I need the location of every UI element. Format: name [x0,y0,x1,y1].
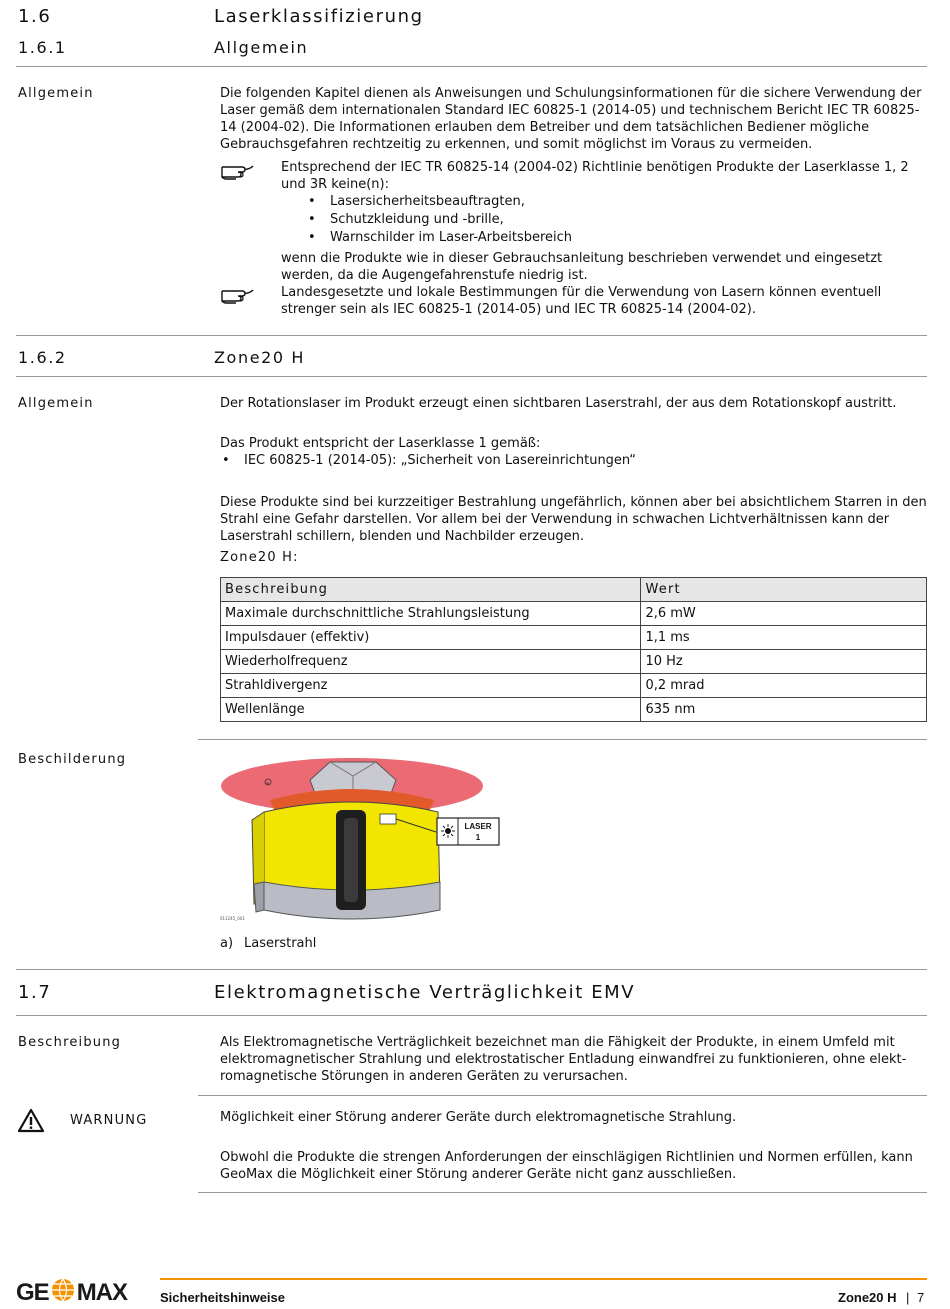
paragraph: Der Rotationslaser im Produkt erzeugt einen sichtbaren Laserstrahl, der aus dem Rotationskopf austritt. [220,396,897,411]
section-number: 1.6 [18,6,52,27]
subsection-title: Zone20 H [214,348,306,367]
warning-text: Möglichkeit einer Störung anderer Geräte durch elektromagnetische Strahlung. [220,1110,737,1125]
standard-list [220,452,920,470]
paragraph: Diese Produkte sind bei kurzzeitiger Bestrahlung ungefährlich, können aber bei absichtlichem Starren in den Strahl eine Gefahr darstellen. Vor allem bei der Verwendung in schwachen Lichtverhältnissen kann der Laserstrahl schillern, blenden und Nachbilder erzeugen. [220,495,927,544]
intro-paragraph: Die folgenden Kapitel dienen als Anweisungen und Schulungsinformationen für die sichere Verwendung der Laser gemäß dem internationalen Standard IEC 60825-1 (2014-05) und technischem Bericht IEC TR 60825-14 (2004-02). Die Informationen erlauben dem Betreiber und dem tatsächlichen Bediener mögliche Gebrauchsgefahren rechtzeitig zu erkennen, und somit möglichst im Voraus zu vermeiden. [220,86,922,152]
table-row [221,698,927,722]
pointing-hand-icon [220,285,256,305]
table-cell: 0,2 mrad [641,674,927,698]
laser-class-number: 1 [475,833,481,842]
paragraph: Als Elektromagnetische Verträglichkeit bezeichnet man die Fähigkeit der Produkte, in einem Umfeld mit elektromagnetischer Strahlung und elektrostatischer Entladung einwandfrei zu funktionieren, ohne elekt-romagnetische Störungen in anderen Geräten zu verursachen. [220,1035,907,1084]
note-paragraph: wenn die Produkte wie in dieser Gebrauchsanleitung beschrieben verwendet und eingesetzt werden, da die Augengefahrenstufe niedrig ist. [281,251,883,283]
section-number: 1.7 [18,982,52,1003]
side-label: Allgemein [18,396,94,411]
note-paragraph: Landesgesetzte und lokale Bestimmungen für die Verwendung von Lasern können eventuell strenger sein als IEC 60825-1 (2014-05) und IEC TR 60825-14 (2004-02). [281,285,882,317]
divider [16,376,927,377]
table-row [221,674,927,698]
paragraph: Das Produkt entspricht der Laserklasse 1 gemäß: [220,436,541,451]
table-header-cell: Wert [641,578,927,602]
note-list [306,193,906,247]
divider [16,969,927,970]
table-cell: 10 Hz [641,650,927,674]
figure-code: 011245_001 [220,916,245,921]
side-label: Beschreibung [18,1035,122,1050]
laser-device-illustration [218,752,508,927]
divider [16,335,927,336]
divider [198,1192,927,1193]
list-item: • IEC 60825-1 (2014-05): „Sicherheit von Lasereinrichtungen“ [220,452,920,470]
table-header-row [221,578,927,602]
section-title: Laserklassifizierung [214,6,424,27]
warning-label: WARNUNG [70,1113,148,1128]
list-item: • Warnschilder im Laser-Arbeitsbereich [306,229,906,247]
table-header-cell: Beschreibung [221,578,641,602]
table-row [221,626,927,650]
divider [198,1095,927,1096]
spec-table [220,577,927,722]
subsection-title: Allgemein [214,38,309,57]
table-row [221,650,927,674]
subsection-number: 1.6.1 [18,38,67,57]
warning-triangle-icon [17,1108,45,1133]
table-caption: Zone20 H: [220,550,299,565]
side-label: Allgemein [18,86,94,101]
table-cell: Wellenlänge [221,698,641,722]
table-cell: Maximale durchschnittliche Strahlungsleistung [221,602,641,626]
pointing-hand-icon [220,161,256,181]
section-title: Elektromagnetische Verträglichkeit EMV [214,982,636,1003]
page-number: 7 [917,1290,925,1305]
table-cell: 1,1 ms [641,626,927,650]
note-paragraph: Entsprechend der IEC TR 60825-14 (2004-02) Richtlinie benötigen Produkte der Laserklasse 1, 2 und 3R keine(n): [281,160,909,192]
logo-globe-icon [51,1278,75,1309]
table-row [221,602,927,626]
table-cell: 635 nm [641,698,927,722]
footer-separator: | [906,1290,910,1305]
footer-section: Sicherheitshinweise [160,1290,285,1305]
divider [198,739,927,740]
divider [16,1015,927,1016]
table-cell: Wiederholfrequenz [221,650,641,674]
list-item: • Schutzkleidung und -brille, [306,211,906,229]
geomax-logo [16,1276,128,1306]
footer-product: Zone20 H [838,1290,897,1305]
footer-accent-bar [160,1278,927,1280]
warning-text: Obwohl die Produkte die strengen Anforderungen der einschlägigen Richtlinien und Normen erfüllen, kann GeoMax die Möglichkeit einer Störung anderer Geräte nicht ganz ausschließen. [220,1150,913,1182]
subsection-number: 1.6.2 [18,348,67,367]
table-cell: 2,6 mW [641,602,927,626]
figure-callout-a: a [266,781,270,787]
logo-text-right: MAX [76,1279,128,1306]
figure-legend-letter: a) [220,936,234,951]
figure-legend-text: Laserstrahl [244,936,317,951]
table-cell: Impulsdauer (effektiv) [221,626,641,650]
list-item: • Lasersicherheitsbeauftragten, [306,193,906,211]
table-cell: Strahldivergenz [221,674,641,698]
divider [16,66,927,67]
laser-class-label: LASER [464,822,492,831]
logo-text-left: GE [16,1279,49,1306]
side-label: Beschilderung [18,752,127,767]
